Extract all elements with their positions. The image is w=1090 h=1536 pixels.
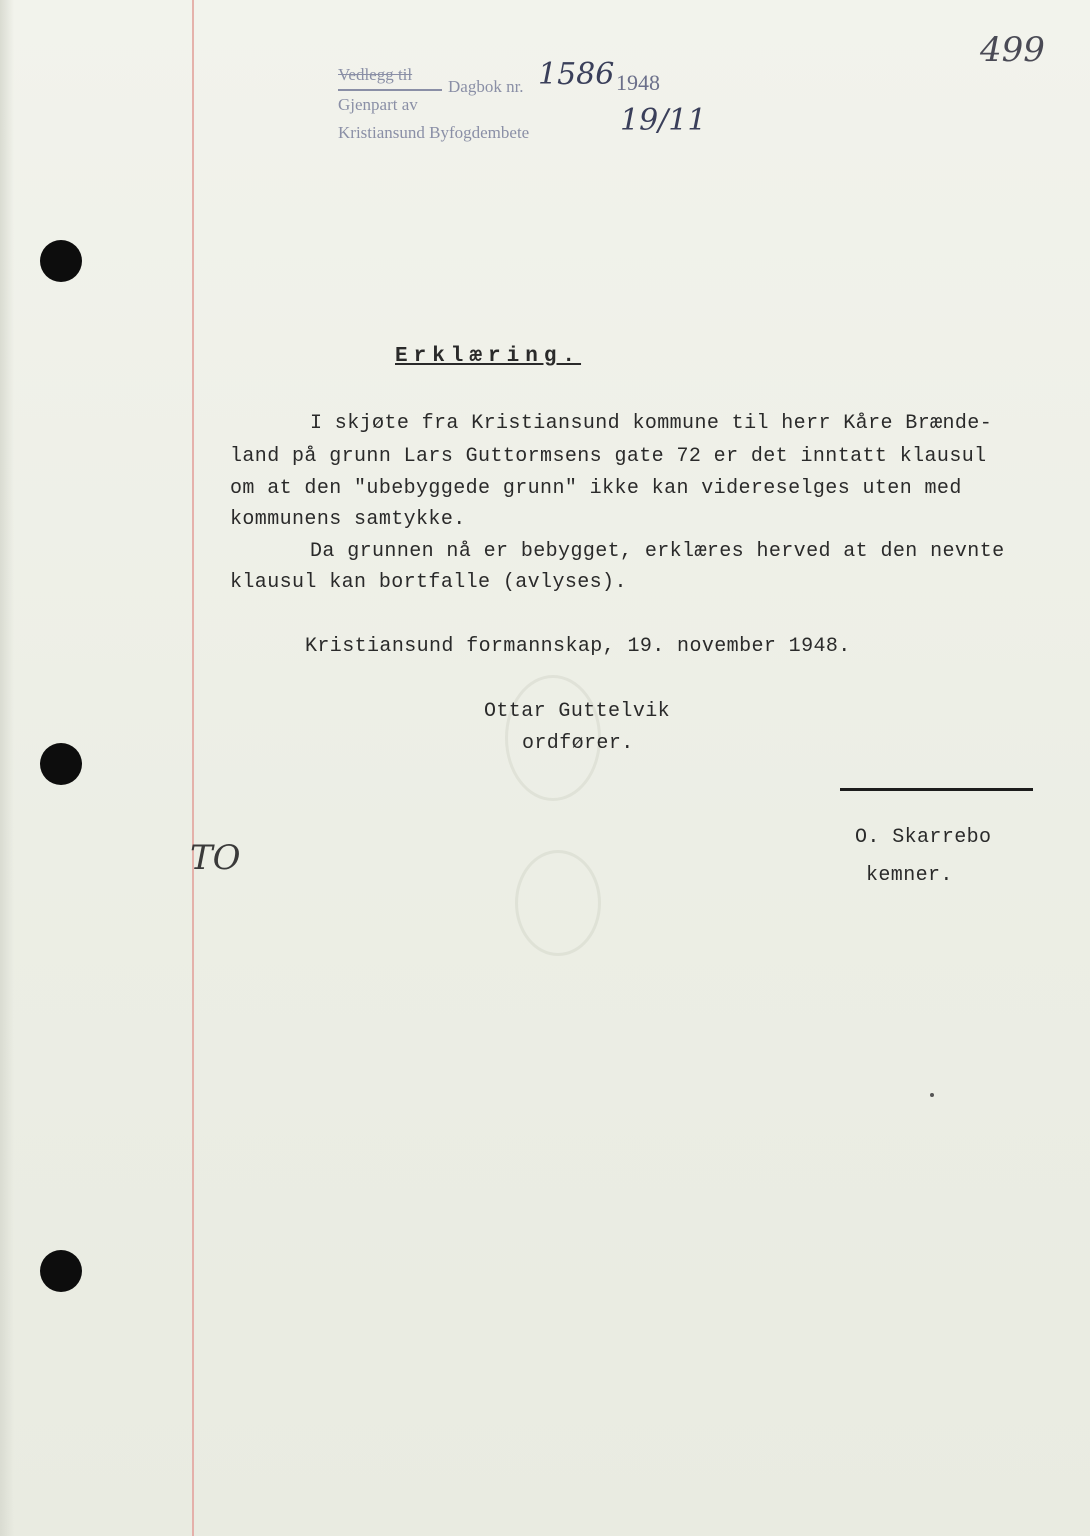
signer1-name: Ottar Guttelvik <box>484 700 671 723</box>
paragraph1-line: kommunens samtykke. <box>230 508 466 531</box>
stamp-copy-label: Gjenpart av <box>338 95 418 114</box>
paragraph1-line: om at den "ubebyggede grunn" ikke kan videreselges uten med <box>230 477 962 500</box>
stamp-year: 1948 <box>616 70 660 95</box>
stamp-office-name: Kristiansund Byfogdembete <box>338 123 530 142</box>
paragraph2-line: Da grunnen nå er bebygget, erklæres herved at den nevnte <box>310 540 1005 563</box>
paragraph1-line: I skjøte fra Kristiansund kommune til herr Kåre Brænde- <box>310 412 993 435</box>
signer1-title: ordfører. <box>522 732 634 755</box>
place-and-date: Kristiansund formannskap, 19. november 1948. <box>305 635 851 658</box>
margin-initials: TO <box>190 838 241 878</box>
punch-hole-top <box>40 240 82 282</box>
stamp-underline <box>338 89 442 91</box>
stamp-date: 19/11 <box>620 103 707 138</box>
red-margin-line <box>192 0 194 1536</box>
stamp-journal-label: Dagbok nr. <box>448 77 524 96</box>
page-number: 499 <box>980 30 1045 70</box>
watermark-ring <box>515 850 601 956</box>
paragraph1-line: land på grunn Lars Guttormsens gate 72 er det inntatt klausul <box>230 445 987 468</box>
signer2-name: O. Skarrebo <box>855 826 992 849</box>
document-title: Erklæring. <box>395 345 582 368</box>
paragraph2-line: klausul kan bortfalle (avlyses). <box>230 571 627 594</box>
page-edge-shadow <box>0 0 14 1536</box>
punch-hole-bottom <box>40 1250 82 1292</box>
punch-hole-middle <box>40 743 82 785</box>
signature-line <box>840 788 1033 791</box>
ink-speck <box>930 1093 934 1097</box>
stamp-attachment-label: Vedlegg til <box>338 65 413 84</box>
stamp-journal-number: 1586 <box>538 57 615 92</box>
signer2-title: kemner. <box>866 864 953 887</box>
